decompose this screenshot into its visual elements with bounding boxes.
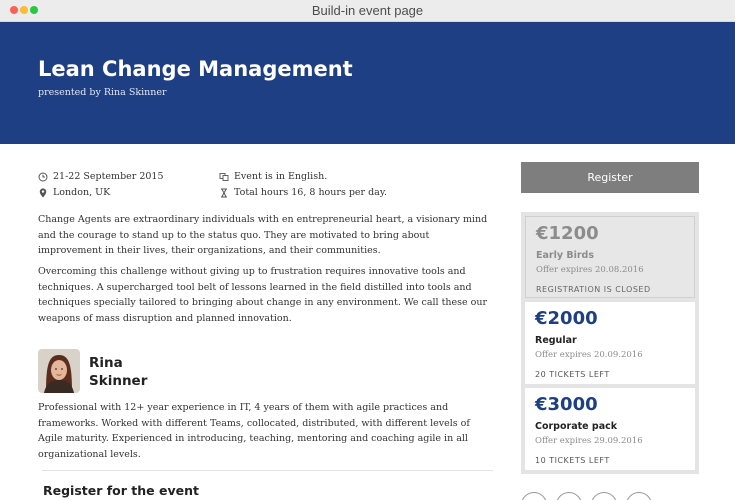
window-title: Build-in event page	[311, 3, 424, 18]
clock-icon	[38, 172, 48, 182]
speaker-last-name: Skinner	[89, 373, 148, 389]
window-titlebar	[0, 0, 735, 22]
ticket-expiry: Offer expires 20.09.2016	[535, 350, 643, 360]
register-button[interactable]: Register	[521, 162, 699, 193]
event-title: Lean Change Management	[38, 57, 353, 81]
event-location	[38, 187, 110, 198]
section-divider	[42, 470, 493, 471]
event-date-text: 21-22 September 2015	[53, 171, 164, 182]
register-section-title: Register for the event	[43, 483, 199, 498]
share-icon[interactable]	[521, 492, 547, 500]
ticket-expiry: Offer expires 29.09.2016	[535, 436, 643, 446]
event-location-text: London, UK	[53, 187, 111, 198]
ticket-price: €3000	[535, 394, 598, 415]
share-icon[interactable]	[626, 492, 652, 500]
event-language	[219, 171, 327, 182]
ticket-card-early-birds	[525, 216, 695, 298]
speaker-first-name: Rina	[89, 355, 123, 371]
description-paragraph: Change Agents are extraordinary individuals with en entrepreneurial heart, a visionary mind and the courage to stand up to the status quo. They are motivated to bring about improvement in their lives, their organizations, and their communities.	[38, 214, 488, 256]
event-presenter: presented by Rina Skinner	[38, 87, 167, 98]
ticket-price: €2000	[535, 308, 598, 329]
event-date	[38, 171, 164, 182]
share-buttons	[521, 492, 652, 500]
share-icon[interactable]	[556, 492, 582, 500]
ticket-status: REGISTRATION IS CLOSED	[536, 285, 651, 294]
ticket-name: Regular	[535, 335, 577, 346]
hourglass-icon	[219, 188, 229, 198]
map-pin-icon	[38, 188, 48, 198]
description-paragraph: Overcoming this challenge without giving up to frustration requires innovative tools and techniques. A supercharged tool belt of lessons learned in the field distilled into tools and techniques specially tailored to bringing about change in any environment. We call these our weapons of mass disruption and planned innovation.	[38, 266, 488, 324]
share-icon[interactable]	[591, 492, 617, 500]
ticket-card-corporate-pack[interactable]	[525, 388, 695, 470]
ticket-status: 20 TICKETS LEFT	[535, 370, 610, 379]
ticket-expiry: Offer expires 20.08.2016	[536, 265, 644, 275]
ticket-status: 10 TICKETS LEFT	[535, 456, 610, 465]
event-hours-text: Total hours 16, 8 hours per day.	[234, 187, 387, 198]
speaker-bio: Professional with 12+ year experience in IT, 4 years of them with agile practices and frameworks. Worked with different Teams, collocated, distributed, with different levels of Agile maturity. Experienced in introducing, teaching, mentoring and coaching agile in all organizational levels.	[38, 402, 470, 460]
ticket-name: Corporate pack	[535, 421, 618, 432]
ticket-price: €1200	[536, 223, 599, 244]
speaker-name	[89, 354, 147, 390]
ticket-list	[521, 212, 699, 474]
ticket-card-regular[interactable]	[525, 302, 695, 384]
event-hours	[219, 187, 387, 198]
language-icon	[219, 172, 229, 182]
ticket-name: Early Birds	[536, 250, 594, 261]
speaker-avatar	[38, 349, 80, 393]
event-language-text: Event is in English.	[234, 171, 328, 182]
event-header	[0, 22, 735, 144]
